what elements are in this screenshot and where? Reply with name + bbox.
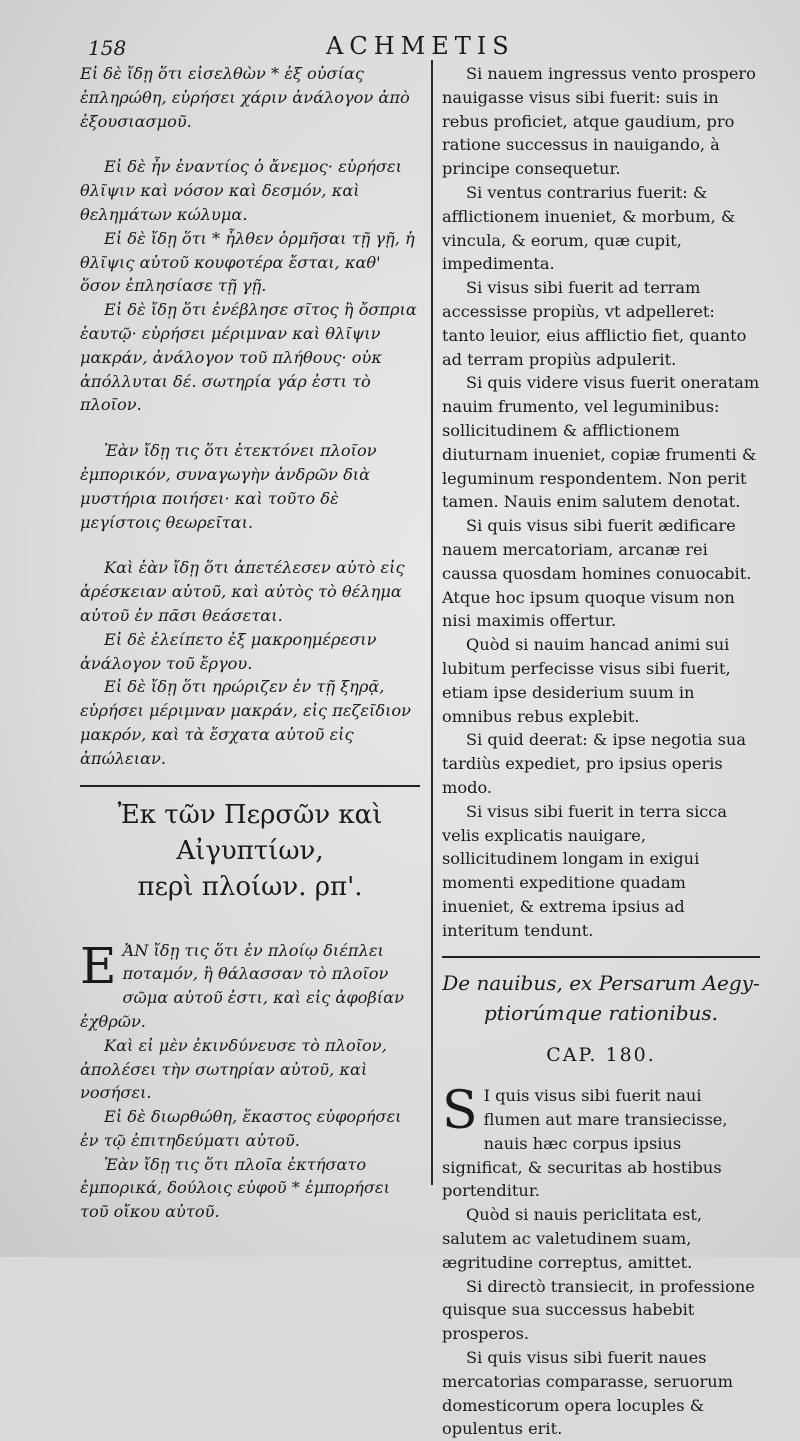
- latin-heading-line: De nauibus, ex Persarum Aegy-: [442, 971, 760, 996]
- latin-paragraph: Si visus sibi fuerit in terra sicca velis explicatis nauigare, sollicitudinem longam in exigui momenti expeditione quadam inueniet, & extrema ipsius ad interitum tendunt.: [442, 801, 728, 940]
- latin-paragraph: Si nauem ingressus vento prospero nauigasse visus sibi fuerit: suis in rebus proficiet, atque gaudium, pro ratione successus in nauigando, à principe consequetur.: [442, 64, 756, 179]
- latin-paragraph: Si visus sibi fuerit ad terram accessisse propiùs, vt adpelleret: tanto leuior, eius afflictio fiet, quanto ad terram propiùs adpulerit.: [442, 278, 747, 369]
- latin-section-heading: [442, 968, 760, 1028]
- section-rule: [80, 785, 420, 787]
- page-header: [84, 30, 770, 60]
- latin-paragraph: I quis visus sibi fuerit naui flumen aut mare transiecisse, nauis hæc corpus ipsius significat, & securitas ab hostibus portenditur.: [442, 1086, 728, 1201]
- greek-section-body: [80, 936, 420, 1225]
- latin-paragraph: Quòd si nauim hancad animi sui lubitum perfecisse visus sibi fuerit, etiam ipse desiderium suum in omnibus rebus explebit.: [442, 635, 731, 726]
- latin-section-body: [442, 1081, 760, 1441]
- latin-paragraph: Si quid deerat: & ipse negotia sua tardiùs expediet, pro ipsius operis modo.: [442, 730, 747, 797]
- greek-paragraph: Εἰ δὲ ἴδῃ ὅτι ἐνέβλησε σῖτος ἢ ὄσπρια ἑαυτῷ· εὑρήσει μέριμναν καὶ θλῖψιν μακράν, ἀνάλογον τοῦ πλήθους· οὐκ ἀπόλλυται δέ. σωτηρία γάρ ἐστι τὸ πλοῖον.: [80, 300, 417, 415]
- greek-paragraph: Εἰ δὲ ἦν ἐναντίος ὁ ἄνεμος· εὑρήσει θλῖψιν καὶ νόσον καὶ δεσμόν, καὶ θελημάτων κώλυμα.: [80, 157, 402, 224]
- latin-heading-line: ptiorúmque rationibus.: [483, 1001, 719, 1026]
- greek-section-heading: [80, 797, 420, 905]
- greek-paragraph: ἈΝ ἴδῃ τις ὅτι ἐν πλοίῳ διέπλει ποταμόν, ἢ θάλασσαν τὸ πλοῖον σῶμα αὐτοῦ ἐστι, καὶ εἰς ἀφοβίαν ἐχθρῶν.: [80, 940, 404, 1031]
- greek-paragraph: Εἰ δὲ διωρθώθη, ἕκαστος εὐφορήσει ἐν τῷ ἐπιτηδεύματι αὐτοῦ.: [80, 1107, 402, 1150]
- greek-drop-cap: Ε: [80, 936, 117, 995]
- greek-paragraph: Εἰ δὲ ἴδῃ ὅτι * ἦλθεν ὁρμῆσαι τῇ γῇ, ἡ θλῖψις αὐτοῦ κουφοτέρα ἔσται, καθ' ὅσον ἐπλησίασε τῇ γῇ.: [80, 228, 415, 296]
- chapter-number: CAP. 180.: [546, 1044, 656, 1067]
- greek-paragraph: Καὶ εἰ μὲν ἐκινδύνευσε τὸ πλοῖον, ἀπολέσει τὴν σωτηρίαν αὐτοῦ, καὶ νοσήσει.: [80, 1035, 387, 1103]
- greek-paragraph: Ἐὰν ἴδῃ τις ὅτι ἐτεκτόνει πλοῖον ἐμπορικόν, συναγωγὴν ἀνδρῶν διὰ μυστήρια ποιήσει· καὶ τοῦτο δὲ μεγίστοις θεωρεῖται.: [80, 441, 377, 532]
- page-number: 158: [88, 36, 127, 60]
- running-title: ACHMETIS: [326, 32, 515, 60]
- latin-paragraph: Quòd si nauis periclitata est, salutem ac valetudinem suam, ægritudine correptus, amittet.: [442, 1205, 702, 1272]
- greek-heading-line: Ἐκ τῶν Περσῶν καὶ Αἰγυπτίων,: [117, 799, 383, 866]
- latin-drop-cap: S: [442, 1081, 478, 1142]
- greek-paragraph: Εἰ δὲ ἴδῃ ὅτι ηρώριζεν ἐν τῇ ξηρᾷ, εὑρήσει μέριμναν μακράν, εἰς πεζεῖδιον μακρόν, καὶ τὰ ἔσχατα αὐτοῦ εἰς ἀπώλειαν.: [80, 677, 412, 768]
- greek-paragraph: Εἰ δὲ ἴδῃ ὅτι εἰσελθὼν * ἐξ οὐσίας ἐπληρώθη, εὑρήσει χάριν ἀνάλογον ἀπὸ ἐξουσιασμοῦ.: [80, 64, 410, 131]
- latin-paragraph: Si ventus contrarius fuerit: & afflictionem inueniet, & morbum, & vincula, & eorum, quæ cupit, impedimenta.: [442, 182, 736, 274]
- column-divider: [431, 60, 433, 1185]
- latin-paragraph: Si quis visus sibi fuerit ædificare nauem mercatoriam, arcanæ rei caussa quosdam homines conuocabit. Atque hoc ipsum quoque visum non nisi maximis offertur.: [442, 516, 752, 631]
- latin-paragraph: Si quis visus sibi fuerit naues mercatorias comparasse, seruorum domesticorum opera locuples & opulentus erit.: [442, 1348, 734, 1439]
- greek-paragraph: Ἐὰν ἴδῃ τις ὅτι πλοῖα ἐκτήσατο ἐμπορικά, δούλοις εὐφοῦ * ἐμπορήσει τοῦ οἴκου αὐτοῦ.: [80, 1154, 390, 1222]
- latin-column: [442, 62, 760, 1441]
- greek-paragraph: Καὶ ἐὰν ἴδῃ ὅτι ἀπετέλεσεν αὐτὸ εἰς ἀρέσκειαν αὐτοῦ, καὶ αὐτὸς τὸ θέλημα αὐτοῦ ἐν πᾶσι θεάσεται.: [80, 558, 405, 625]
- latin-paragraph: Si directò transiecit, in professione quisque sua successus habebit prosperos.: [442, 1276, 755, 1344]
- greek-paragraph: Εἰ δὲ ἐλείπετο ἐξ μακροημέρεσιν ἀνάλογον τοῦ ἔργου.: [80, 629, 377, 673]
- greek-heading-line: περὶ πλοίων. ρπ'.: [137, 871, 363, 902]
- greek-column: [80, 62, 420, 1224]
- latin-paragraph: Si quis videre visus fuerit oneratam nauim frumento, vel leguminibus: sollicitudinem & afflictionem diuturnam inueniet, copiæ frumenti & leguminum respondentem. Non perit tamen. Nauis enim salutem denotat.: [442, 373, 760, 512]
- section-rule: [442, 956, 760, 958]
